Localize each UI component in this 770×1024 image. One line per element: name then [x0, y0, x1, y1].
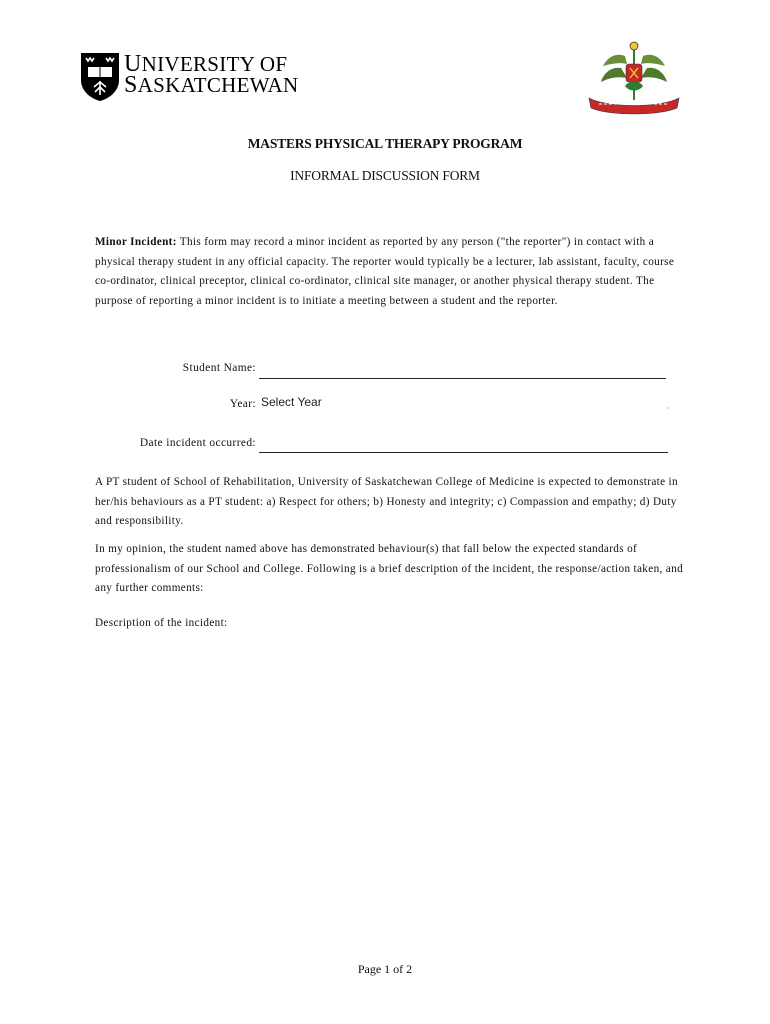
expectations-paragraph: A PT student of School of Rehabilitation, University of Saskatchewan College of Medicine is expected to demonstrate in her/his behaviours as a PT student: a) Respect for others; b) Honesty and integrity; c) Compassion and empathy; d) Duty and responsibility. [95, 476, 678, 527]
student-name-field[interactable] [259, 378, 666, 379]
minor-incident-lead: Minor Incident: [95, 236, 177, 248]
document-subtitle: INFORMAL DISCUSSION FORM [290, 168, 480, 183]
page-indicator: Page 1 of 2 [357, 962, 413, 976]
description-label: Description of the incident: [95, 617, 228, 629]
year-select[interactable] [259, 394, 669, 414]
intro-body: This form may record a minor incident as reported by any person ("the reporter") in contact with a physical therapy student in any official capacity. The reporter would typically be a lecturer, lab assistant, faculty, course co-ordinator, clinical preceptor, clinical co-ordinator, clinical site manager, or another physical therapy student. The purpose of reporting a minor incident is to initiate a meeting between a student and the reporter. [95, 236, 675, 307]
college-crest-icon [585, 38, 683, 116]
year-select-marker [668, 407, 669, 409]
university-wordmark: UNIVERSITY OF SASKATCHEWAN [124, 51, 299, 98]
year-select-value: Select Year [261, 395, 322, 409]
university-logo [80, 51, 299, 104]
document-title: MASTERS PHYSICAL THERAPY PROGRAM [247, 136, 523, 151]
date-incident-label: Date incident occurred: [139, 437, 256, 449]
year-label: Year: [229, 398, 256, 410]
university-shield-icon [80, 52, 120, 102]
date-incident-field[interactable] [259, 452, 668, 453]
student-name-label: Student Name: [182, 362, 256, 374]
opinion-paragraph: In my opinion, the student named above has demonstrated behaviour(s) that fall below the expected standards of professionalism of our School and College. Following is a brief description of the incident, the response/action taken, and any further comments: [95, 543, 684, 594]
intro-paragraph [95, 233, 685, 311]
